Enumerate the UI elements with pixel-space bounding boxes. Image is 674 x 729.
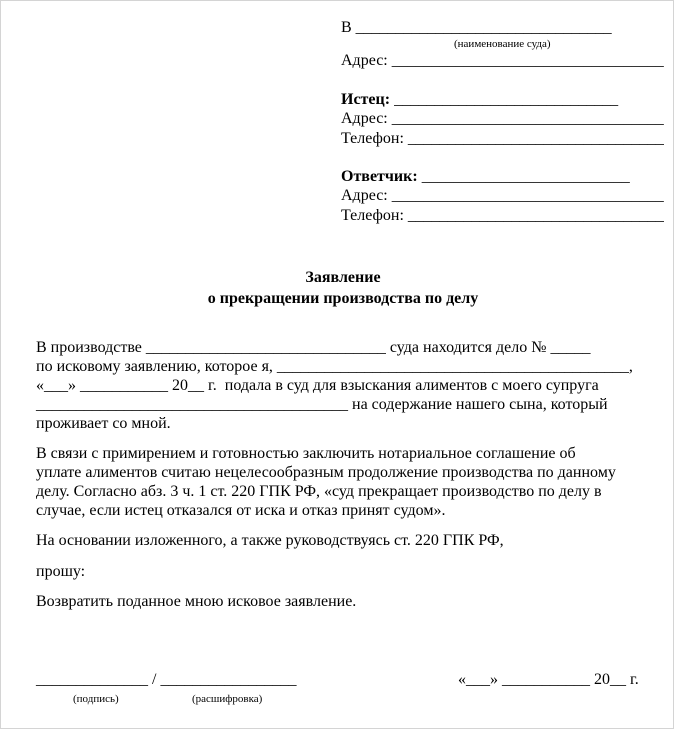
signature-line: ______________ / _________________ xyxy=(36,671,297,688)
body-line: В связи с примирением и готовностью заключить нотариальное соглашение об xyxy=(36,445,576,462)
court-line: В ________________________________ xyxy=(341,19,612,36)
body-line: случае, если истец отказался от иска и отказ принят судом». xyxy=(36,502,446,519)
body-line: проживает со мной. xyxy=(36,415,171,432)
body-line: по исковому заявлению, которое я, ____________________________________________, xyxy=(36,358,633,375)
body-line: делу. Согласно абз. 3 ч. 1 ст. 220 ГПК РФ, «суд прекращает производство по делу в xyxy=(36,483,602,500)
plaintiff-line xyxy=(341,90,618,109)
body-line: «___» ___________ 20__ г. подала в суд для взыскания алиментов с моего супруга xyxy=(36,377,599,394)
decode-hint: (расшифровка) xyxy=(192,693,263,705)
defendant-address: Адрес: __________________________________ xyxy=(341,187,664,204)
plaintiff-blank: ____________________________ xyxy=(390,91,619,108)
document-title: Заявление xyxy=(305,269,381,286)
defendant-label: Ответчик: xyxy=(341,168,418,185)
plaintiff-label: Истец: xyxy=(341,91,391,108)
plaintiff-address: Адрес: __________________________________ xyxy=(341,110,664,127)
request-label: прошу: xyxy=(36,563,86,580)
body-line: уплате алиментов считаю нецелесообразным продолжение производства по данному xyxy=(36,464,616,481)
court-address: Адрес: __________________________________ xyxy=(341,52,664,69)
request-text: Возвратить поданное мною исковое заявление. xyxy=(36,593,357,610)
date-line: «___» ___________ 20__ г. xyxy=(458,671,639,688)
document-subtitle: о прекращении производства по делу xyxy=(207,290,479,307)
defendant-phone: Телефон: ________________________________ xyxy=(341,207,664,224)
defendant-line xyxy=(341,167,630,186)
defendant-blank: __________________________ xyxy=(417,168,630,185)
plaintiff-phone: Телефон: ________________________________ xyxy=(341,130,664,147)
body-paragraph: На основании изложенного, а также руководствуясь ст. 220 ГПК РФ, xyxy=(36,532,504,549)
court-hint: (наименование суда) xyxy=(454,38,551,50)
signature-hint: (подпись) xyxy=(73,693,119,705)
body-line: В производстве ______________________________ суда находится дело № _____ xyxy=(36,339,591,356)
body-line: _______________________________________ на содержание нашего сына, который xyxy=(36,396,608,413)
